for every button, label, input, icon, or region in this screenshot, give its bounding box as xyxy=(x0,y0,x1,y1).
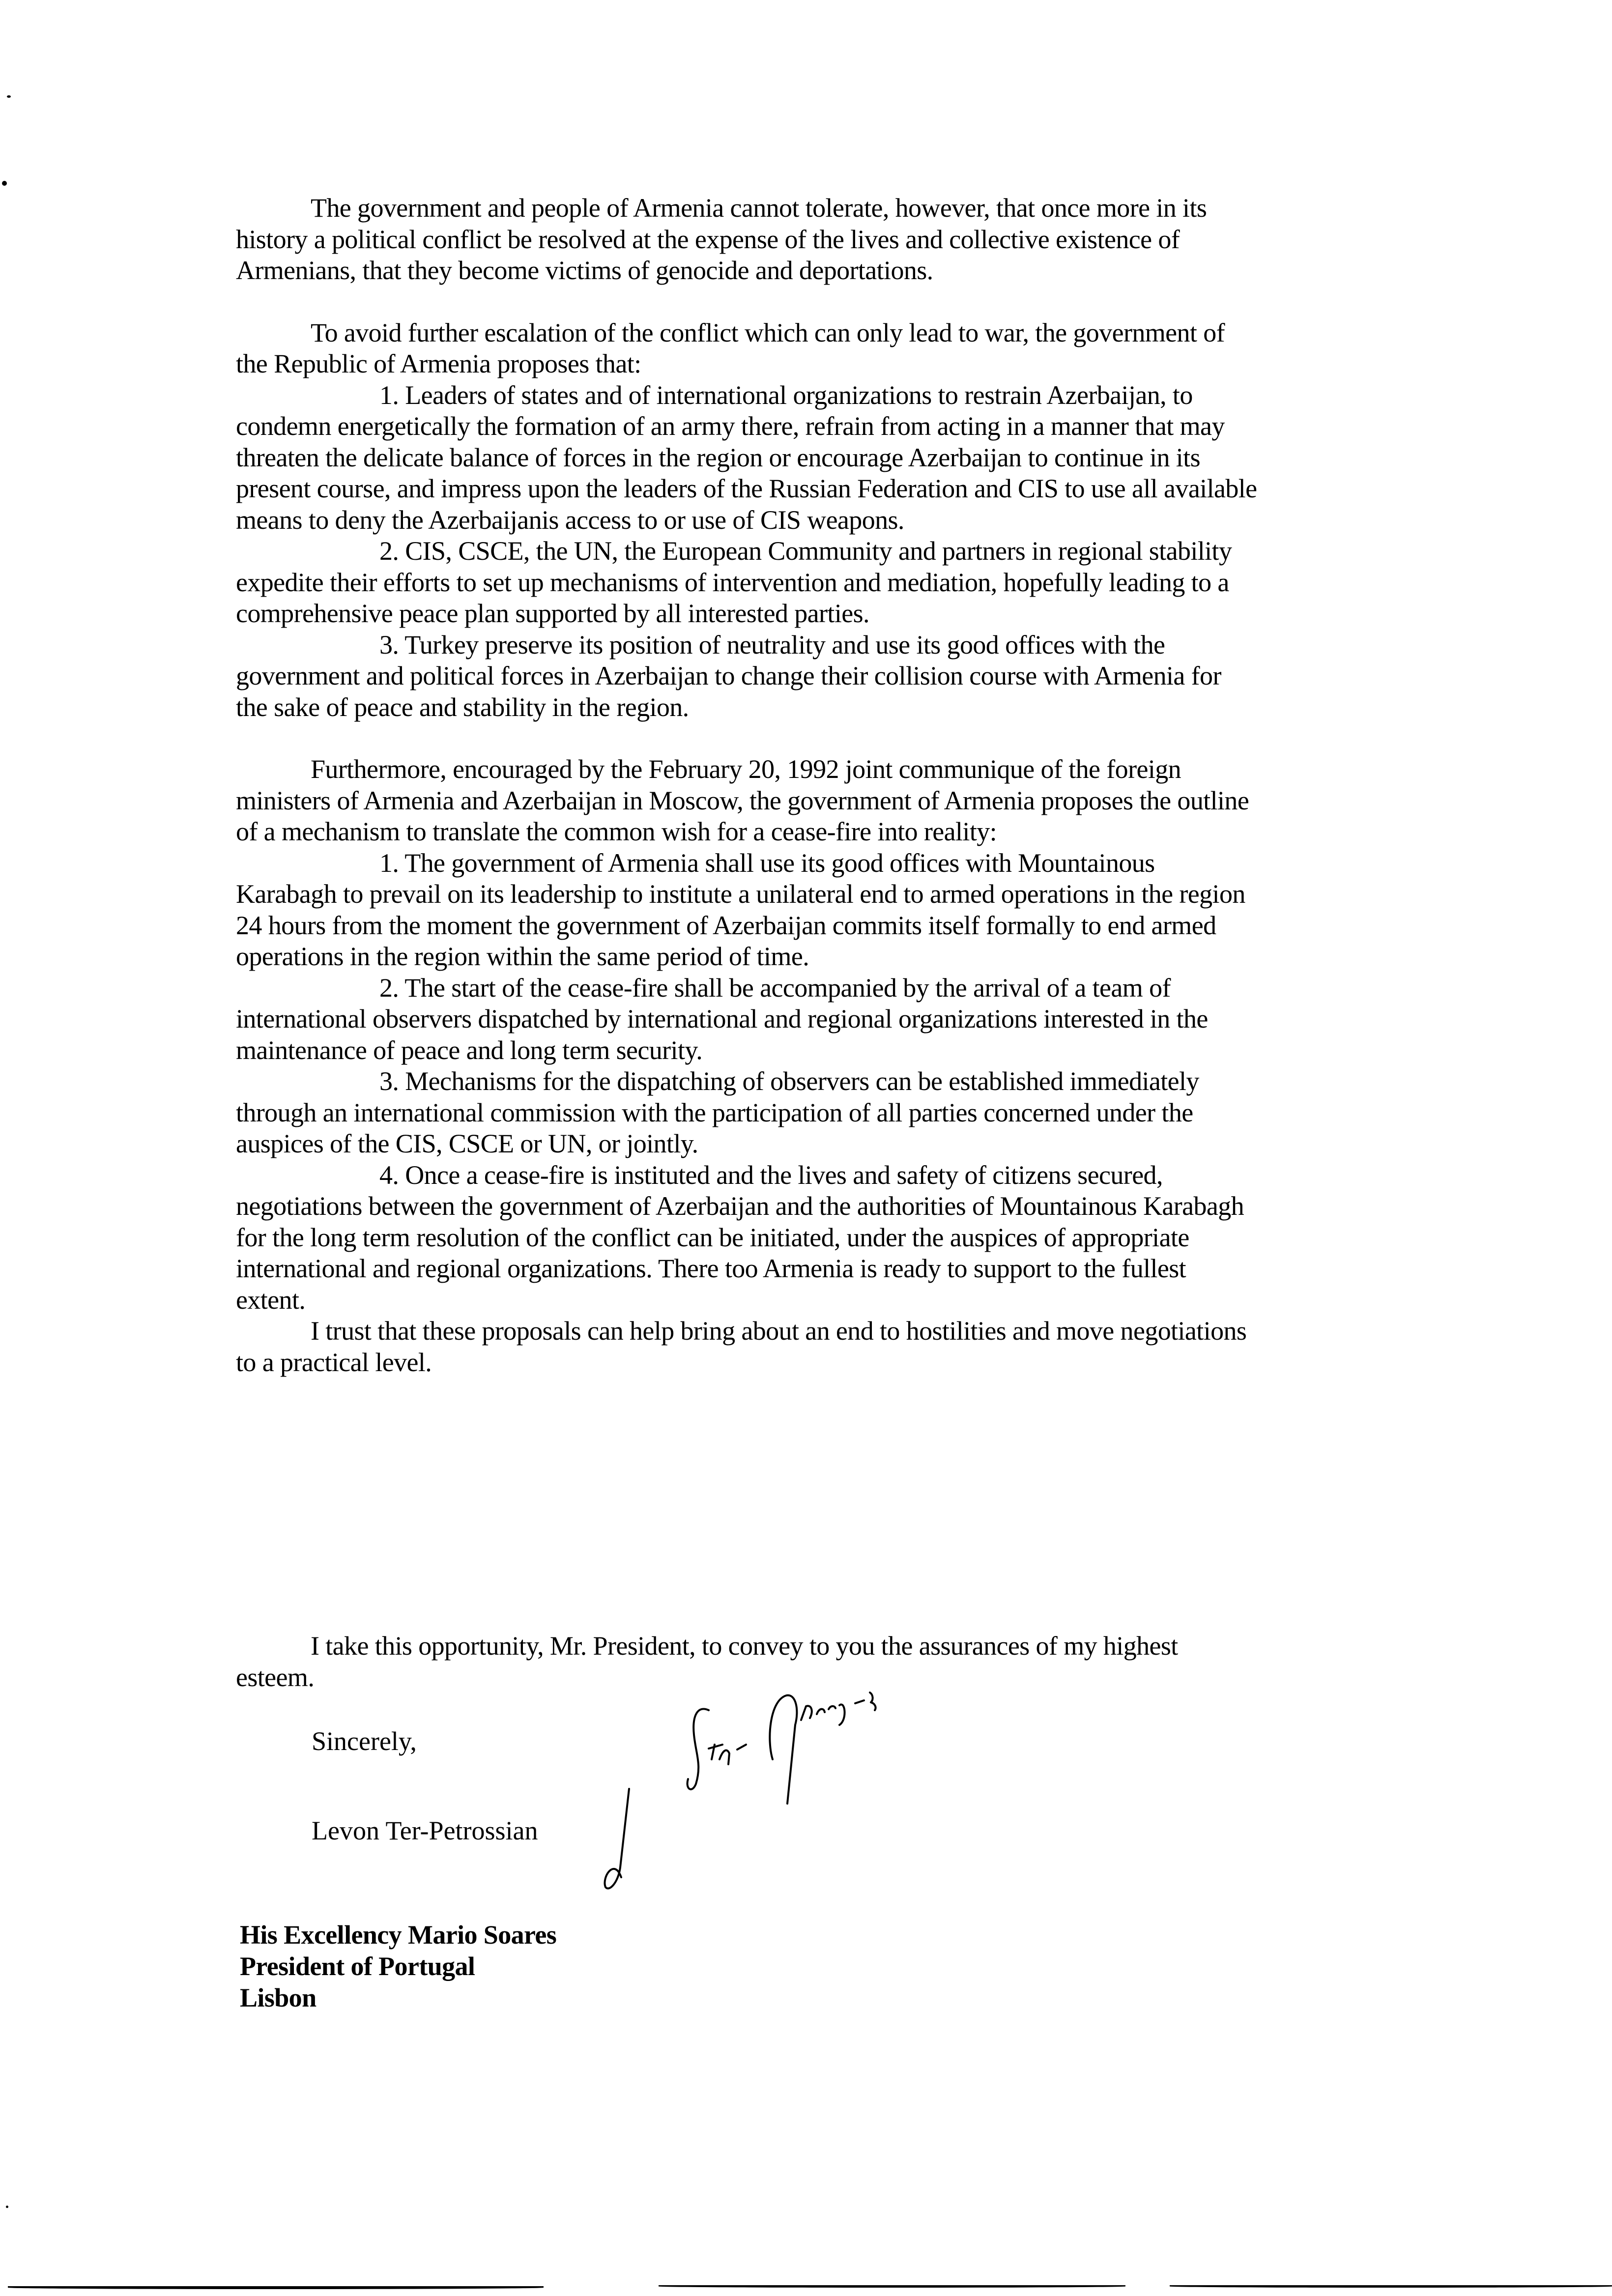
recipient-title: President of Portugal xyxy=(240,1952,475,1981)
letter-body xyxy=(236,193,1258,1378)
paragraph-proposals-intro: To avoid further escalation of the conflict which can only lead to war, the government of the Republic of Armenia proposes that: xyxy=(236,317,1225,378)
recipient-name: His Excellency Mario Soares xyxy=(240,1920,557,1950)
paragraph-esteem: I take this opportunity, Mr. President, to convey to you the assurances of my highest esteem. xyxy=(236,1631,1178,1692)
scan-speck xyxy=(7,95,11,98)
paragraph-ceasefire-intro: Furthermore, encouraged by the February 20, 1992 joint communique of the foreign ministers of Armenia and Azerbaijan in Moscow, the government of Armenia proposes the outline of a mechanism to translate the common wish for a cease-fire into reality: xyxy=(236,754,1249,846)
paragraph-genocide-concern: The government and people of Armenia cannot tolerate, however, that once more in its history a political conflict be resolved at the expense of the lives and collective existence of Armenians, that they become victims of genocide and deportations. xyxy=(236,193,1207,285)
closing-paragraph xyxy=(236,1631,1258,1693)
scan-speck xyxy=(6,2206,8,2208)
recipient-city: Lisbon xyxy=(240,1983,317,2012)
scan-speck xyxy=(2,181,7,186)
proposal-item: 2. CIS, CSCE, the UN, the European Community and partners in regional stability expedite their efforts to set up mechanisms of intervention and mediation, hopefully leading to a comprehensive peace plan supported by all interested parties. xyxy=(236,536,1232,628)
recipient-address xyxy=(240,1919,556,2013)
proposal-item: 1. Leaders of states and of international organizations to restrain Azerbaijan, to condemn energetically the formation of an army there, refrain from acting in a manner that may threaten the delicate balance of forces in the region or encourage Azerbaijan to continue in its present course, and impress upon the leaders of the Russian Federation and CIS to use all available means to deny the Azerbaijanis access to or use of CIS weapons. xyxy=(236,380,1257,535)
ceasefire-item: 4. Once a cease-fire is instituted and the lives and safety of citizens secured, negotiations between the government of Azerbaijan and the authorities of Mountainous Karabagh for the long term resolution of the conflict can be initiated, under the auspices of appropriate international and regional organizations. There too Armenia is ready to support to the fullest extent. xyxy=(236,1160,1244,1315)
scan-edge-line xyxy=(1170,2285,1612,2288)
scan-edge-line xyxy=(659,2285,1125,2288)
salutation: Sincerely, xyxy=(312,1726,417,1756)
ceasefire-item: 1. The government of Armenia shall use its good offices with Mountainous Karabagh to prevail on its leadership to institute a unilateral end to armed operations in the region 24 hours from the moment the government of Azerbaijan commits itself formally to end armed operations in the region within the same period of time. xyxy=(236,848,1245,971)
paragraph-trust: I trust that these proposals can help bring about an end to hostilities and move negotiations to a practical level. xyxy=(236,1316,1247,1377)
ceasefire-item: 2. The start of the cease-fire shall be accompanied by the arrival of a team of international observers dispatched by international and regional organizations interested in the maintenance of peace and long term security. xyxy=(236,973,1208,1065)
signature-icon xyxy=(580,1691,973,1897)
signer-name: Levon Ter-Petrossian xyxy=(312,1816,538,1845)
ceasefire-item: 3. Mechanisms for the dispatching of observers can be established immediately through an international commission with the participation of all parties concerned under the auspices of the CIS, CSCE or UN, or jointly. xyxy=(236,1066,1199,1158)
proposal-item: 3. Turkey preserve its position of neutrality and use its good offices with the government and political forces in Azerbaijan to change their collision course with Armenia for the sake of peace and stability in the region. xyxy=(236,630,1221,722)
scan-edge-line xyxy=(8,2286,544,2289)
